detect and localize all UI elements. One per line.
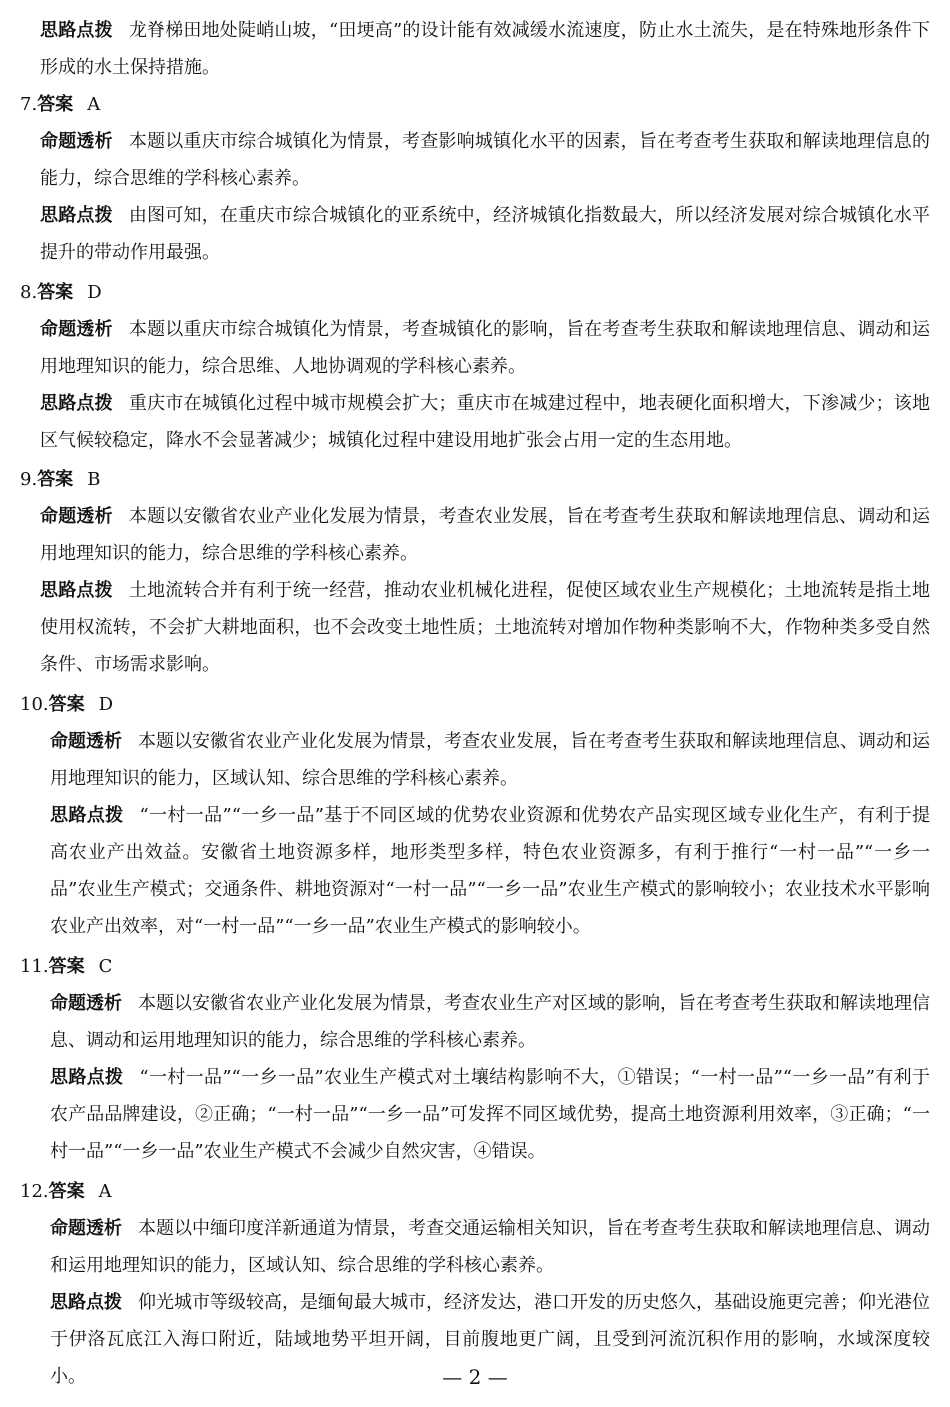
hint-paragraph <box>50 1059 930 1170</box>
hint-text: 仰光城市等级较高，是缅甸最大城市，经济发达，港口开发的历史悠久，基础设施更完善；仰光港位于伊洛瓦底江入海口附近，陆域地势平坦开阔，目前腹地更广阔，且受到河流沉积作用的影响，水域深度较小。 <box>50 1292 930 1387</box>
previous-question-hint <box>40 12 930 86</box>
answer-line <box>20 948 930 985</box>
analysis-paragraph <box>40 498 930 572</box>
answer-value: D <box>98 694 114 715</box>
analysis-label: 命题透析 <box>40 319 113 340</box>
analysis-text: 本题以安徽省农业产业化发展为情景，考查农业发展，旨在考查考生获取和解读地理信息、调动和运用地理知识的能力，区域认知、综合思维的学科核心素养。 <box>50 731 930 789</box>
answer-line <box>20 686 930 723</box>
answer-label: 答案 <box>48 1181 85 1202</box>
question-body <box>20 498 930 683</box>
hint-text: 土地流转合并有利于统一经营，推动农业机械化进程，促使区域农业生产规模化；土地流转是指土地使用权流转，不会扩大耕地面积，也不会改变土地性质；土地流转对增加作物种类影响不大，作物种类多受自然条件、市场需求影响。 <box>40 580 931 675</box>
hint-paragraph <box>50 797 930 945</box>
analysis-text: 本题以重庆市综合城镇化为情景，考查影响城镇化水平的因素，旨在考查考生获取和解读地理信息的能力，综合思维的学科核心素养。 <box>40 131 931 189</box>
hint-label: 思路点拨 <box>40 580 113 601</box>
analysis-label: 命题透析 <box>50 731 122 752</box>
hint-text: 龙脊梯田地处陡峭山坡，“田埂高”的设计能有效减缓水流速度，防止水土流失，是在特殊地形条件下形成的水土保持措施。 <box>40 20 931 78</box>
question-body <box>20 311 930 459</box>
question-body <box>20 723 930 945</box>
page-number: — 2 — <box>442 1365 508 1389</box>
analysis-label: 命题透析 <box>50 1218 122 1239</box>
answer-label: 答案 <box>48 956 85 977</box>
answer-line <box>20 86 930 123</box>
answer-line <box>20 1173 930 1210</box>
hint-label: 思路点拨 <box>40 205 113 226</box>
question-number: 11. <box>20 956 49 977</box>
question-11 <box>20 948 930 1170</box>
answer-label: 答案 <box>48 694 85 715</box>
analysis-paragraph <box>40 311 930 385</box>
hint-text: 由图可知，在重庆市综合城镇化的亚系统中，经济城镇化指数最大，所以经济发展对综合城镇化水平提升的带动作用最强。 <box>40 205 931 263</box>
hint-label: 思路点拨 <box>50 805 124 826</box>
question-body <box>20 985 930 1170</box>
question-10 <box>20 686 930 945</box>
hint-text: “一村一品”“一乡一品”农业生产模式对土壤结构影响不大，①错误；“一村一品”“一乡一品”有利于农产品品牌建设，②正确；“一村一品”“一乡一品”可发挥不同区域优势，提高土地资源利用效率，③正确；“一村一品”“一乡一品”农业生产模式不会减少自然灾害，④错误。 <box>50 1067 931 1162</box>
answer-label: 答案 <box>37 469 74 490</box>
hint-label: 思路点拨 <box>50 1292 122 1313</box>
answer-line <box>20 461 930 498</box>
hint-paragraph <box>40 572 930 683</box>
analysis-label: 命题透析 <box>50 993 122 1014</box>
analysis-paragraph <box>50 723 930 797</box>
answer-value: A <box>87 94 101 115</box>
question-8 <box>20 274 930 459</box>
answer-line <box>20 274 930 311</box>
answer-label: 答案 <box>37 94 74 115</box>
analysis-paragraph <box>50 985 930 1059</box>
question-number: 7. <box>20 94 38 115</box>
answer-value: A <box>98 1181 112 1202</box>
hint-paragraph <box>40 385 930 459</box>
analysis-label: 命题透析 <box>40 506 113 527</box>
hint-paragraph <box>40 12 930 86</box>
question-number: 9. <box>20 469 38 490</box>
question-9 <box>20 461 930 683</box>
hint-label: 思路点拨 <box>40 20 113 41</box>
question-7 <box>20 86 930 271</box>
analysis-text: 本题以安徽省农业产业化发展为情景，考查农业生产对区域的影响，旨在考查考生获取和解读地理信息、调动和运用地理知识的能力，综合思维的学科核心素养。 <box>50 993 930 1051</box>
hint-text: “一村一品”“一乡一品”基于不同区域的优势农业资源和优势农产品实现区域专业化生产，有利于提高农业产出效益。安徽省土地资源多样，地形类型多样，特色农业资源多，有利于推行“一村一品”“一乡一品”农业生产模式；交通条件、耕地资源对“一村一品”“一乡一品”农业生产模式的影响较小；农业技术水平影响农业产出效率，对“一村一品”“一乡一品”农业生产模式的影响较小。 <box>50 805 930 937</box>
analysis-paragraph <box>40 123 930 197</box>
analysis-text: 本题以中缅印度洋新通道为情景，考查交通运输相关知识，旨在考查考生获取和解读地理信息、调动和运用地理知识的能力，区域认知、综合思维的学科核心素养。 <box>50 1218 930 1276</box>
answer-value: C <box>98 956 113 977</box>
hint-text: 重庆市在城镇化过程中城市规模会扩大；重庆市在城建过程中，地表硬化面积增大，下渗减少；该地区气候较稳定，降水不会显著减少；城镇化过程中建设用地扩张会占用一定的生态用地。 <box>40 393 931 451</box>
answer-value: D <box>87 282 102 303</box>
analysis-text: 本题以重庆市综合城镇化为情景，考查城镇化的影响，旨在考查考生获取和解读地理信息、调动和运用地理知识的能力，综合思维、人地协调观的学科核心素养。 <box>40 319 931 377</box>
analysis-label: 命题透析 <box>40 131 113 152</box>
question-number: 12. <box>20 1181 49 1202</box>
question-body <box>20 123 930 271</box>
question-number: 10. <box>20 694 49 715</box>
hint-label: 思路点拨 <box>40 393 113 414</box>
hint-label: 思路点拨 <box>50 1067 124 1088</box>
answer-value: B <box>87 469 101 490</box>
analysis-paragraph <box>50 1210 930 1284</box>
answer-label: 答案 <box>37 282 74 303</box>
analysis-text: 本题以安徽省农业产业化发展为情景，考查农业发展，旨在考查考生获取和解读地理信息、调动和运用地理知识的能力，综合思维的学科核心素养。 <box>40 506 931 564</box>
question-number: 8. <box>20 282 38 303</box>
hint-paragraph <box>40 197 930 271</box>
